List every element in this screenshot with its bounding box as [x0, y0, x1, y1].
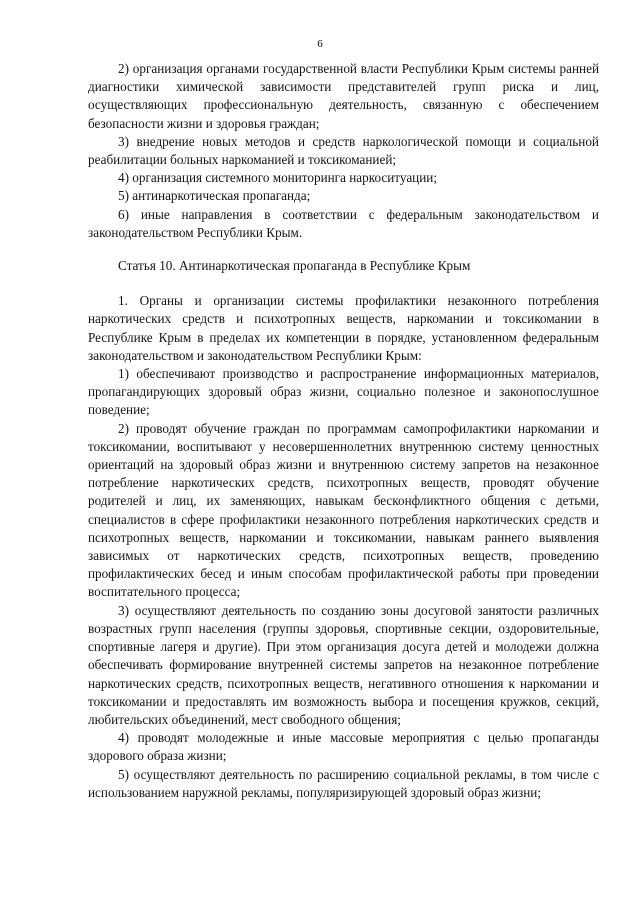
- page-number: 6: [317, 38, 323, 50]
- list-item: 4) организация системного мониторинга наркоситуации;: [118, 170, 438, 186]
- list-item: 4) проводят молодежные и иные массовые мероприятия с целью пропаганды здорового образа жизни;: [88, 730, 599, 764]
- list-item: 5) антинаркотическая пропаганда;: [118, 188, 311, 204]
- article-heading: Статья 10. Антинаркотическая пропаганда в Республике Крым: [118, 258, 471, 274]
- document-body: [88, 60, 599, 802]
- list-item: 2) проводят обучение граждан по программам самопрофилактики наркомании и токсикомании, воспитывают у несовершеннолетних внутреннюю систему ценностных ориентаций на здоровый образ жизни и внутреннюю систему запретов на незаконное потребление наркотических средств, психотропных веществ, проводят обучение родителей и лиц, их заменяющих, навыкам бесконфликтного общения с детьми, специалистов в сфере профилактики незаконного потребления наркотических средств и психотропных веществ, наркомании и токсикомании, навыкам раннего выявления зависимых от наркотических средств, психотропных веществ, проведению профилактических бесед и иным способам профилактической работы при проведении воспитательного процесса;: [88, 420, 599, 600]
- list-item: 3) осуществляют деятельность по созданию зоны досуговой занятости различных возрастных групп населения (группы здоровья, спортивные секции, оздоровительные, спортивные лагеря и другие). При этом организация досуга детей и молодежи должна обеспечивать формирование внутренней системы запретов на незаконное потребление наркотических средств, психотропных веществ, негативного отношения к наркомании и токсикомании и предоставлять им возможность выбора и посещения кружков, секций, любительских объединений, мест свободного общения;: [88, 602, 599, 727]
- list-item: 3) внедрение новых методов и средств наркологической помощи и социальной реабилитации больных наркоманией и токсикоманией;: [88, 133, 599, 168]
- list-item: 2) организация органами государственной власти Республики Крым системы ранней диагностики химической зависимости представителей групп риска и лиц, осуществляющих профессиональную деятельность, связанную с обеспечением безопасности жизни и здоровья граждан;: [88, 61, 599, 131]
- section-intro: 1. Органы и организации системы профилактики незаконного потребления наркотических средств и психотропных веществ, наркомании и токсикомании в Республике Крым в пределах их компетенции в порядке, установленном федеральным законодательством и законодательством Республики Крым:: [88, 293, 599, 363]
- list-item: 6) иные направления в соответствии с федеральным законодательством и законодательством Республики Крым.: [88, 206, 599, 240]
- list-item: 1) обеспечивают производство и распространение информационных материалов, пропагандирующих здоровый образ жизни, социально полезное и законопослушное поведение;: [88, 366, 599, 418]
- list-item: 5) осуществляют деятельность по расширению социальной рекламы, в том числе с использованием наружной рекламы, популяризирующей здоровый образ жизни;: [88, 766, 599, 800]
